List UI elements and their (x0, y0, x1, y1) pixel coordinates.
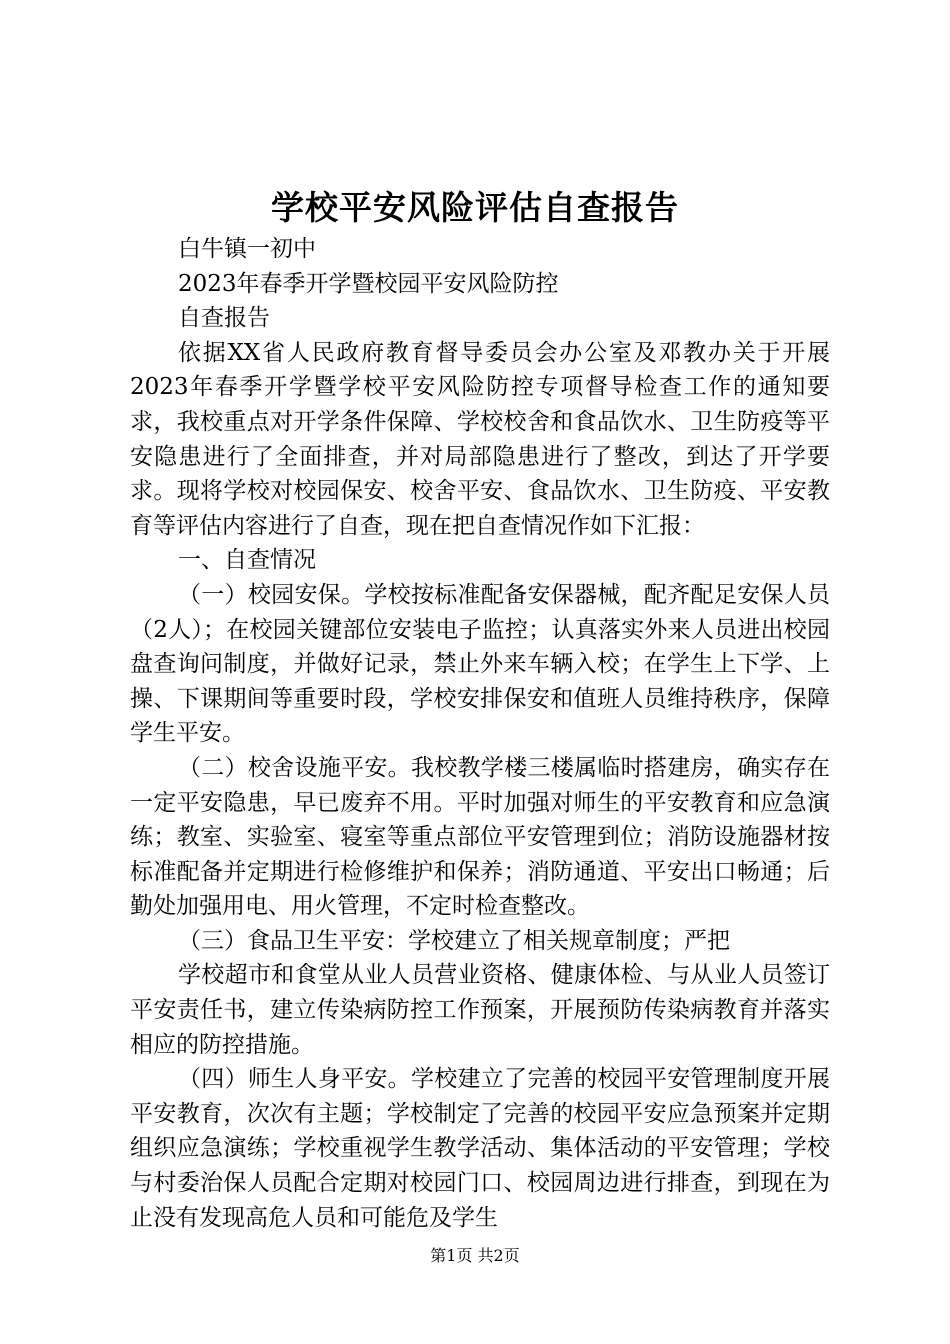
paragraph-food-safety: 学校超市和食堂从业人员营业资格、健康体检、与从业人员签订平安责任书，建立传染病防控工作预案，开展预防传染病教育并落实相应的防控措施。 (130, 962, 830, 1058)
paragraph-food-safety-heading: （三）食品卫生平安：学校建立了相关规章制度；严把 (178, 927, 730, 954)
page-number-footer: 第1页 共2页 (430, 1246, 520, 1265)
paragraph-personal-safety: （四）师生人身平安。学校建立了完善的校园平安管理制度开展平安教育，次次有主题；学校制定了完善的校园平安应急预案并定期组织应急演练；学校重视学生教学活动、集体活动的平安管理；学校与村委治保人员配合定期对校园门口、校园周边进行排查，到现在为止没有发现高危人员和可能危及学生 (130, 1066, 830, 1231)
document-title: 学校平安风险评估自查报告 (271, 188, 679, 227)
paragraph-campus-security: （一）校园安保。学校按标准配备安保器械，配齐配足安保人员（2人）；在校园关键部位安装电子监控；认真落实外来人员进出校园盘查询问制度，并做好记录，禁止外来车辆入校；在学生上下学、上操、下课期间等重要时段，学校安排保安和值班人员维持秩序，保障学生平安。 (130, 581, 830, 747)
document-body (130, 232, 830, 1235)
paragraph-building-safety: （二）校舍设施平安。我校教学楼三楼属临时搭建房，确实存在一定平安隐患，早已废弃不用。平时加强对师生的平安教育和应急演练；教室、实验室、寝室等重点部位平安管理到位；消防设施器材按标准配备并定期进行检修维护和保养；消防通道、平安出口畅通；后勤处加强用电、用火管理，不定时检查整改。 (130, 754, 830, 920)
header-line-school: 白牛镇一初中 (178, 236, 316, 262)
header-line-report: 自查报告 (178, 305, 270, 332)
section-heading-self-check: 一、自查情况 (178, 547, 316, 574)
header-line-subject: 2023年春季开学暨校园平安风险防控 (178, 270, 559, 297)
paragraph-intro: 依据XX省人民政府教育督导委员会办公室及邓教办关于开展2023年春季开学暨学校平安风险防控专项督导检查工作的通知要求，我校重点对开学条件保障、学校校舍和食品饮水、卫生防疫等平安隐患进行了全面排查，并对局部隐患进行了整改，到达了开学要求。现将学校对校园保安、校舍平安、食品饮水、卫生防疫、平安教育等评估内容进行了自查，现在把自查情况作如下汇报： (130, 339, 830, 539)
